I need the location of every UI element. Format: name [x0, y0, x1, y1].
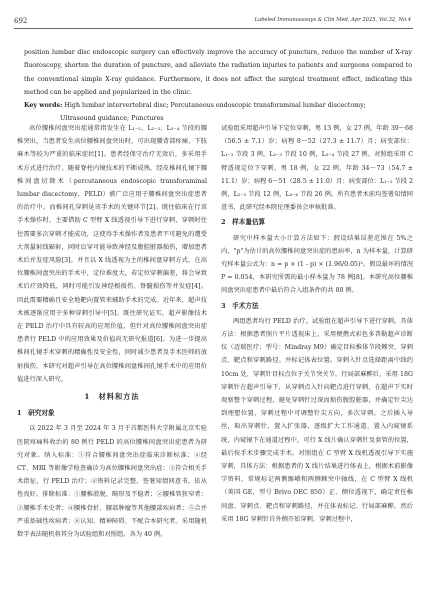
keywords-text: High lumbar intervertebral disc; Percutaneous endoscopic transforaminal lumbar discectomy;: [64, 102, 366, 110]
sample-size-paragraph: 研究中样本量大小计算方法如下：假设结果误差范围在 5%之内，"p"为估计的高位腰椎间盘突出症的患病率，n 为样本量，计算研究样本量公式为：n = p × (1 - p) × (1.96/0.05)²。假设最坏的情况 P = 0.054，本研究所需的最小样本量为 78 例[8]。本研究高位腰椎间盘突出症患者中最后符合入组条件的共 80 例。: [221, 234, 413, 295]
study-subjects-paragraph: 以 2022 年 3 月至 2024 年 3 月于首都医科大学附属北京实验医院疼痛科收治的 80 例行 PELD 的高位腰椎间盘突出症患者为研究对象。纳入标准：①符合腰椎间盘突出症临床诊断标准；②经 CT、MRI 等影像学检查确诊为高位腰椎间盘突出症；③符合相关手术指征，行 PELD 治疗；④资料记录完整，签署知情同意书，依从性良好。排除标准：①腰椎滑脱、畸形及不稳者；②腰椎管狭窄者；③腰椎手术史者；④腰椎骨折、腰部肿瘤等其他腰部疾病者；⑤合并严重基础性疾病者；⑥认知、精神障碍、不配合本研究者。采用随机数字表法随机将其分为试验组和对照组，各为 40 例。: [17, 425, 207, 539]
english-abstract: [24, 46, 412, 126]
surgery-paragraph: 两组患者均行 PELD 治疗。试验组在超声引导下进行穿刺。具体方法：根据患者照片平片透视床上，采用便携式彩色多普勒超声诊断仪（迈瑞医疗；型号：Mindray M9）确定目标椎体节段棘突、穿刺点、靶点和穿刺路径。并标记体表位置。穿刺入针点选择距离中线约 10cm 处，穿刺针目标点位于关节突关节，行局部麻醉后，采用 18G 穿刺针在超声引导下，从穿刺点入针向靶点进行穿刺，在超声下实时观察整个穿刺过程，避免穿刺针过深而损伤腹腔脏器，并确定针尖达到理想位置，穿刺过程中可调整针尖方向，多次穿刺。之后插入导丝，取出穿刺针，置入扩张器，逐级扩大工作通道，置入内窥镜系统，内窥镜下在通道过程中，可行 X 线片确认穿刺针及套管的位置，最后按手术步骤完成手术。对照组在 C 型臂 X 线机透视引导下实施穿刺，具体方法：根据患者的 X 线片结果进行体表上，根据术前影像学资料，常规标记两侧髂嵴和两侧棘突中轴线，在 C 型臂 X 线机（美国 GE，型号 Brivo OEC 850）正、侧位透视下，确定责任椎间盘、穿刺点、靶点和穿刺路径，并在体表标记。行局部麻醉，然后采用 18G 穿刺针自外侧开始穿刺，穿刺过程中，: [221, 317, 413, 523]
left-column: [17, 122, 207, 541]
journal-running-head: Labeled Immunoassays & Clin Med, Apr 2025, Vol.32, No.4: [254, 17, 411, 23]
subsection-heading-sample-size: 2 样本量估算: [221, 218, 266, 227]
subsection-heading-subjects: 1 研究对象: [17, 409, 55, 418]
keywords-label: Key words:: [24, 102, 63, 110]
page-number: 692: [14, 17, 28, 25]
groups-paragraph: 试验组采用超声引导下定位穿刺，男 13 例，女 27 例，年龄 39～68（56.5 ± 7.1）岁；病程 8～52（27.3 ± 11.7）月；病变部位：L₁₋₂ 节段 3 例，L₂₋₃ 节段 10 例，L₃₋₄ 节段 27 例。对照组采用 C 臂透视定位下穿刺，男 18 例，女 22 例，年龄 34～73（54.7 ± 11.1）岁；病程 6～51（28.5 ± 11.0）月；病变部位：L₁₋₂ 节段 2 例，L₂₋₃ 节段 12 例，L₃₋₄ 节段 26 例。所有患者术前均签署知情同意书，此研究经本院伦理委员会审核批准。: [221, 125, 413, 212]
keywords-continuation: Ultrasound guidance; Punctures: [60, 115, 164, 123]
section-heading-methods: 1 材料和方法: [84, 392, 140, 402]
keywords-line: [24, 99, 412, 112]
intro-paragraph: 高位腰椎间盘突出症通常指发生在 L₁₋₂、L₂₋₃、L₃₋₄ 节段的腰椎突出，当患者发生高位腰椎间盘突出时，可出现腰背部疼痛、下肢麻木等较为严重的临床症状[1]。患者经保守治疗无效后，多采用手术方式进行治疗。随着脊柱内镜技术的不断成熟，经皮椎间孔镜下腰椎间盘切除术（percutaneous endoscopic transforaminal lumbar discectomy，PELD）被广泛应用于腰椎间盘突出症患者的治疗中，而椎间孔穿刺是该手术的关键环节[2]。既往临床在行该手术操作时，主要借助 C 型臂 X 线透视引导下进行穿刺，穿刺时往往需要多次穿刺才能成功，这使得手术操作者及患者不可避免的遭受大剂量射线辐射，同时盲穿可能导致神经及腹腔脏器损伤，增加患者术后并发症风险[3]。并且以 X 线透视为主的椎间盘穿刺方式，在高位腰椎间盘突出的手术中，定位难度大，若定位穿刺偏差，将会导致术后疗效降低，同时可能引发神经根损伤、脊髓损伤等并发症[4]。因此需要精确且安全地靶向置管来辅助手术的完成。近年来，超声技术被逐渐应用于多种穿刺引导中[5]。既往研究证实，超声影像技术在 PELD 治疗中具有较高的应用价值，但针对高位腰椎间盘突出症患者行 PELD 中的应用效果及价值尚无研究报道[6]。为进一步提高椎间孔镜手术穿刺的精确性及安全性，同时减少患者及手术医师的放射损伤，本研究对超声引导在高位腰椎间盘椎间孔镜手术中的应用价值进行深入研究。: [17, 125, 207, 383]
subsection-heading-surgery: 3 手术方法: [221, 301, 259, 310]
abstract-body: position lumbar disc endoscopic surgery can effectively improve the accuracy of puncture, reduce the number of X-ray fluoroscopy, shorten the duration of puncture, and alleviate the radiation injuries to patients and surgeons compared to the conventional simple X-ray guidance. Furthermore, it does not affect the surgical treatment effect, indicating this method can be applied and popularized in the clinic.: [24, 49, 412, 96]
header-rule: [14, 28, 413, 29]
right-column: [221, 122, 413, 526]
